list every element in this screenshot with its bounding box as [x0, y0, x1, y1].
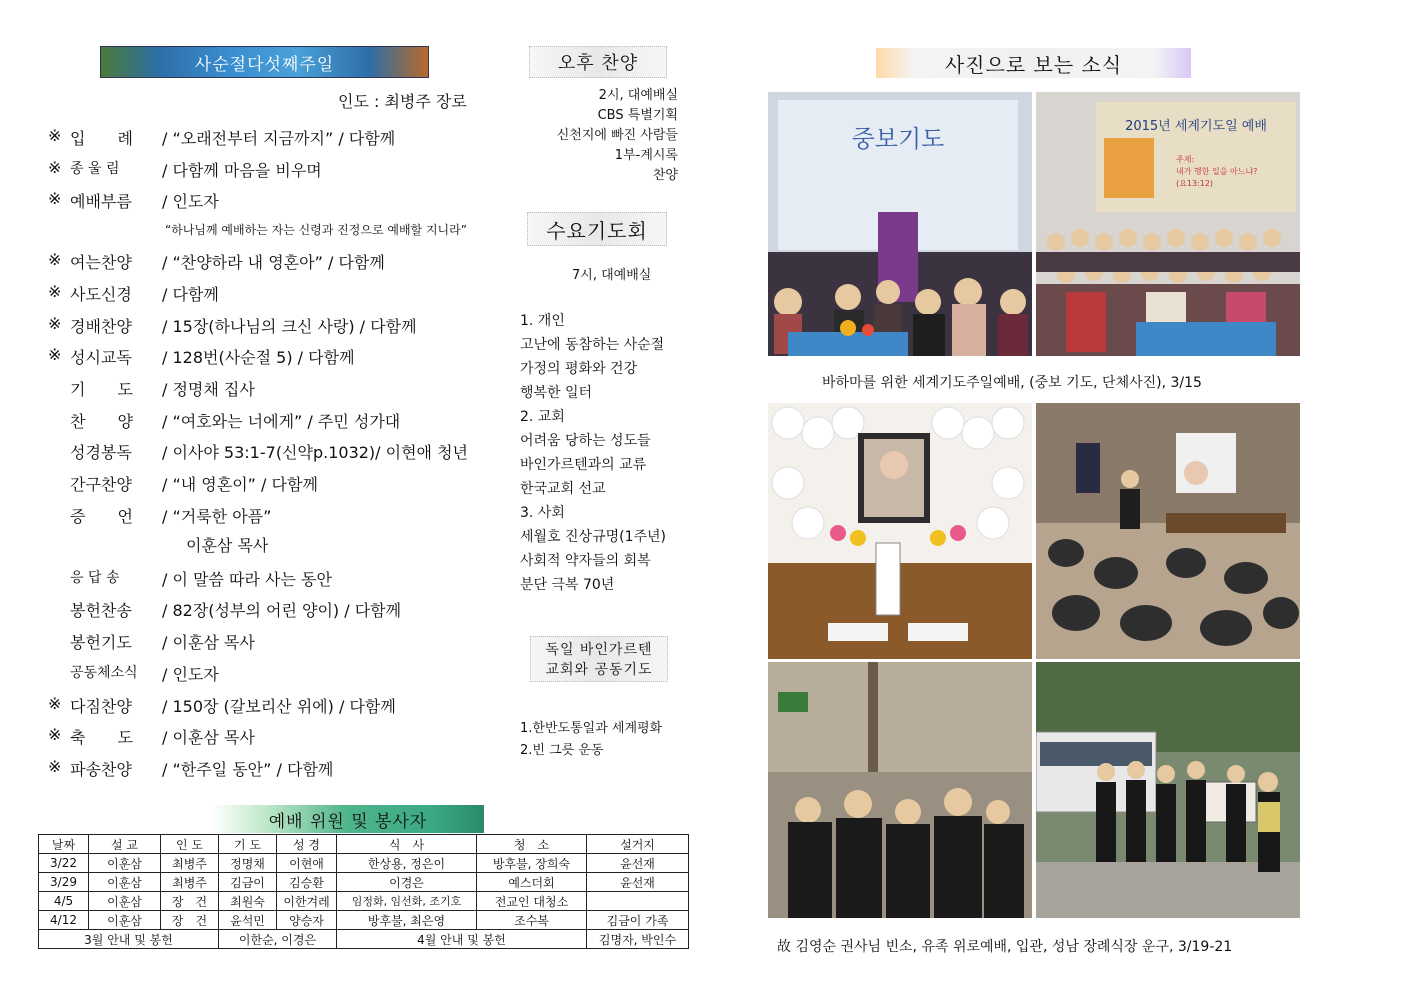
- order-item-name: 사도신경: [70, 285, 132, 304]
- roster-banner: [212, 805, 484, 833]
- wednesday-time: 7시, 대예배실: [572, 268, 652, 283]
- roster-cell: 최병주: [161, 873, 219, 892]
- roster-row: [39, 892, 689, 911]
- prayer-topics: [520, 309, 666, 597]
- prayer-topic: 한국교회 선교: [520, 481, 606, 497]
- roster-cell: 이훈삼: [89, 911, 161, 930]
- service-title: 사순절다섯째주일: [194, 54, 335, 75]
- roster-cell: 윤선재: [587, 873, 689, 892]
- roster-header-cell: 설 교: [89, 835, 161, 854]
- order-item-name: 축 도: [70, 728, 133, 747]
- order-item-name: 종 울 림: [70, 161, 120, 177]
- order-item-name: 성경봉독: [70, 443, 132, 462]
- roster-header-cell: 설거지: [587, 835, 689, 854]
- order-item-detail: / 다함께 마음을 비우며: [162, 161, 322, 180]
- prayer-topic: 3. 사회: [520, 505, 565, 521]
- order-item-name: 응 답 송: [70, 570, 120, 586]
- april-usher-label: 4월 안내 및 봉헌: [337, 930, 587, 949]
- prayer-topic: 사회적 약자들의 회복: [520, 553, 651, 569]
- roster-cell: 이현애: [277, 854, 337, 873]
- order-item-detail: / “한주일 동안” / 다함께: [162, 760, 334, 779]
- roster-cell: 정명채: [219, 854, 277, 873]
- order-item-detail: / 이사야 53:1-7(신약p.1032)/ 이현애 청년: [162, 443, 469, 462]
- roster-header-cell: 인 도: [161, 835, 219, 854]
- afternoon-praise-details: [520, 86, 678, 186]
- roster-cell: 김금이 가족: [587, 911, 689, 930]
- roster-cell: 방후불, 최은영: [337, 911, 477, 930]
- roster-cell: 장 건: [161, 892, 219, 911]
- caption-prayer-day: 바하마를 위한 세계기도주일예배, (중보 기도, 단체사진), 3/15: [822, 375, 1202, 391]
- photo-news-banner: [876, 48, 1191, 78]
- roster-row: [39, 911, 689, 930]
- afternoon-praise-line: CBS 특별기획: [597, 108, 678, 123]
- order-item-detail: / 정명채 집사: [162, 380, 255, 399]
- prayer-topic: 가정의 평화와 건강: [520, 361, 638, 377]
- partner-church-title-line1: 독일 바인가르텐: [545, 642, 653, 658]
- prayer-topic: 세월호 진상규명(1주년): [520, 529, 666, 545]
- order-mark: ※: [48, 694, 62, 713]
- roster-cell: 3/22: [39, 854, 89, 873]
- afternoon-praise-title: 오후 찬양: [557, 53, 639, 74]
- order-mark: ※: [48, 345, 62, 364]
- order-item-name: 찬 양: [70, 412, 133, 431]
- partner-prayer-items: [520, 718, 662, 762]
- order-item-name: 파송찬양: [70, 760, 132, 779]
- order-item-detail: / “거룩한 아픔”: [162, 507, 272, 526]
- march-usher-names: 이한순, 이경은: [219, 930, 337, 949]
- roster-cell: 최병주: [161, 854, 219, 873]
- roster-cell: 이훈삼: [89, 873, 161, 892]
- roster-cell: 양승자: [277, 911, 337, 930]
- roster-cell: 이훈삼: [89, 892, 161, 911]
- roster-cell: 최원숙: [219, 892, 277, 911]
- afternoon-praise-line: 신천지에 빠진 사람들: [556, 128, 678, 143]
- call-to-worship-quote: “하나님께 예배하는 자는 신령과 진정으로 예배할 지니라”: [165, 223, 467, 237]
- order-item-detail: / 인도자: [162, 192, 219, 211]
- roster-header-cell: 식 사: [337, 835, 477, 854]
- prayer-topic: 어려움 당하는 성도들: [520, 433, 651, 449]
- slide-text-intercession: 중보기도: [851, 125, 945, 153]
- order-mark: ※: [48, 314, 62, 333]
- photo-coffining: [768, 662, 1032, 918]
- order-item-name: 봉헌기도: [70, 633, 132, 652]
- photo-memorial-altar: [768, 403, 1032, 659]
- april-usher-names: 김명자, 박인수: [587, 930, 689, 949]
- roster-cell: 임정화, 임선화, 조기호: [337, 892, 477, 911]
- order-mark: ※: [48, 126, 62, 145]
- roster-cell: 이한겨레: [277, 892, 337, 911]
- order-mark: ※: [48, 158, 62, 177]
- roster-cell: 방후불, 장희숙: [477, 854, 587, 873]
- order-item-detail: / 이훈삼 목사: [162, 633, 255, 652]
- afternoon-praise-line: 찬양: [652, 168, 678, 183]
- prayer-topic: 행복한 일터: [520, 385, 593, 401]
- roster-cell: 김금이: [219, 873, 277, 892]
- order-item-detail: / 다함께: [162, 285, 219, 304]
- photo-group: [1036, 92, 1300, 356]
- order-item-name: 공동체소식: [70, 665, 138, 681]
- order-item-detail: / “오래전부터 지금까지” / 다함께: [162, 129, 396, 148]
- order-item-name: 봉헌찬송: [70, 601, 132, 620]
- order-item-name: 다짐찬양: [70, 697, 132, 716]
- roster-cell: [587, 892, 689, 911]
- slide-theme-label: 주제:: [1176, 155, 1195, 164]
- roster-cell: 4/5: [39, 892, 89, 911]
- order-mark: ※: [48, 725, 62, 744]
- roster-cell: 윤석민: [219, 911, 277, 930]
- order-item-name: 증 언: [70, 507, 133, 526]
- order-item-detail: / 82장(성부의 어린 양이) / 다함께: [162, 601, 402, 620]
- order-item-detail: / 128번(사순절 5) / 다함께: [162, 348, 355, 367]
- prayer-topic: 1. 개인: [520, 313, 565, 329]
- order-item-detail: / 이 말씀 따라 사는 동안: [162, 570, 332, 589]
- order-item-name: 입 례: [70, 129, 133, 148]
- roster-header-cell: 성 경: [277, 835, 337, 854]
- roster-cell: 이훈삼: [89, 854, 161, 873]
- order-item-name: 성시교독: [70, 348, 132, 367]
- photo-procession: [1036, 662, 1300, 918]
- roster-cell: 3/29: [39, 873, 89, 892]
- order-mark: ※: [48, 282, 62, 301]
- service-title-banner: [100, 46, 429, 78]
- order-item-name: 기 도: [70, 380, 133, 399]
- prayer-topic: 분단 극복 70년: [520, 577, 615, 593]
- afternoon-praise-banner: [529, 46, 667, 78]
- roster-header-cell: 청 소: [477, 835, 587, 854]
- partner-church-banner: [530, 636, 668, 682]
- photo-news-title: 사진으로 보는 소식: [944, 52, 1123, 77]
- wednesday-prayer-title: 수요기도회: [546, 218, 648, 243]
- order-item-detail: / “내 영혼이” / 다함께: [162, 475, 318, 494]
- partner-church-title-line2: 교회와 공동기도: [545, 662, 653, 678]
- slide-theme-ref: (요13:12): [1176, 179, 1214, 188]
- roster-cell: 예스더회: [477, 873, 587, 892]
- order-item-detail: / 15장(하나님의 크신 사랑) / 다함께: [162, 317, 417, 336]
- order-item-detail: / 인도자: [162, 665, 219, 684]
- wednesday-prayer-banner: [527, 212, 667, 246]
- order-item-detail: / 150장 (갈보리산 위에) / 다함께: [162, 697, 396, 716]
- afternoon-praise-line: 2시, 대예배실: [598, 88, 678, 103]
- order-mark: ※: [48, 250, 62, 269]
- order-item-name: 예배부름: [70, 192, 132, 211]
- order-item-name: 간구찬양: [70, 475, 132, 494]
- afternoon-praise-line: 1부-계시록: [614, 148, 678, 163]
- roster-cell: 조수복: [477, 911, 587, 930]
- caption-funeral: 故 김영순 권사님 빈소, 유족 위로예배, 입관, 성남 장례식장 운구, 3/19-21: [777, 939, 1233, 955]
- roster-cell: 장 건: [161, 911, 219, 930]
- roster-header-row: [39, 835, 689, 854]
- roster-cell: 한상용, 정은이: [337, 854, 477, 873]
- leader-line: 인도 : 최병주 장로: [338, 92, 467, 111]
- slide-theme-text: 내가 행한 일을 아느냐?: [1176, 167, 1258, 176]
- order-item-detail: / “여호와는 너에게” / 주민 성가대: [162, 412, 401, 431]
- photo-memorial-service: [1036, 403, 1300, 659]
- prayer-topic: 2. 교회: [520, 409, 565, 425]
- roster-header-cell: 날짜: [39, 835, 89, 854]
- order-item-detail: / 이훈삼 목사: [162, 728, 255, 747]
- order-item-name: 여는찬양: [70, 253, 132, 272]
- prayer-topic: 바인가르텐과의 교류: [520, 457, 647, 473]
- testimony-speaker: 이훈삼 목사: [186, 536, 269, 555]
- roster-title: 예배 위원 및 봉사자: [268, 811, 428, 832]
- roster-footer-row: [39, 930, 689, 949]
- order-item-detail: / “찬양하라 내 영혼아” / 다함께: [162, 253, 385, 272]
- partner-prayer-item: 2.빈 그릇 운동: [520, 743, 604, 758]
- march-usher-label: 3월 안내 및 봉헌: [39, 930, 219, 949]
- roster-table: [38, 834, 689, 949]
- partner-prayer-item: 1.한반도통일과 세계평화: [520, 721, 663, 736]
- order-mark: ※: [48, 757, 62, 776]
- photo-intercessory-prayer: [768, 92, 1032, 356]
- slide-title-wdp: 2015년 세계기도일 예배: [1125, 119, 1267, 134]
- roster-row: [39, 873, 689, 892]
- roster-cell: 전교인 대청소: [477, 892, 587, 911]
- order-mark: ※: [48, 189, 62, 208]
- roster-cell: 4/12: [39, 911, 89, 930]
- order-item-name: 경배찬양: [70, 317, 132, 336]
- roster-header-cell: 기 도: [219, 835, 277, 854]
- roster-cell: 김승환: [277, 873, 337, 892]
- prayer-topic: 고난에 동참하는 사순절: [520, 337, 665, 353]
- roster-row: [39, 854, 689, 873]
- roster-cell: 이경은: [337, 873, 477, 892]
- roster-cell: 윤선재: [587, 854, 689, 873]
